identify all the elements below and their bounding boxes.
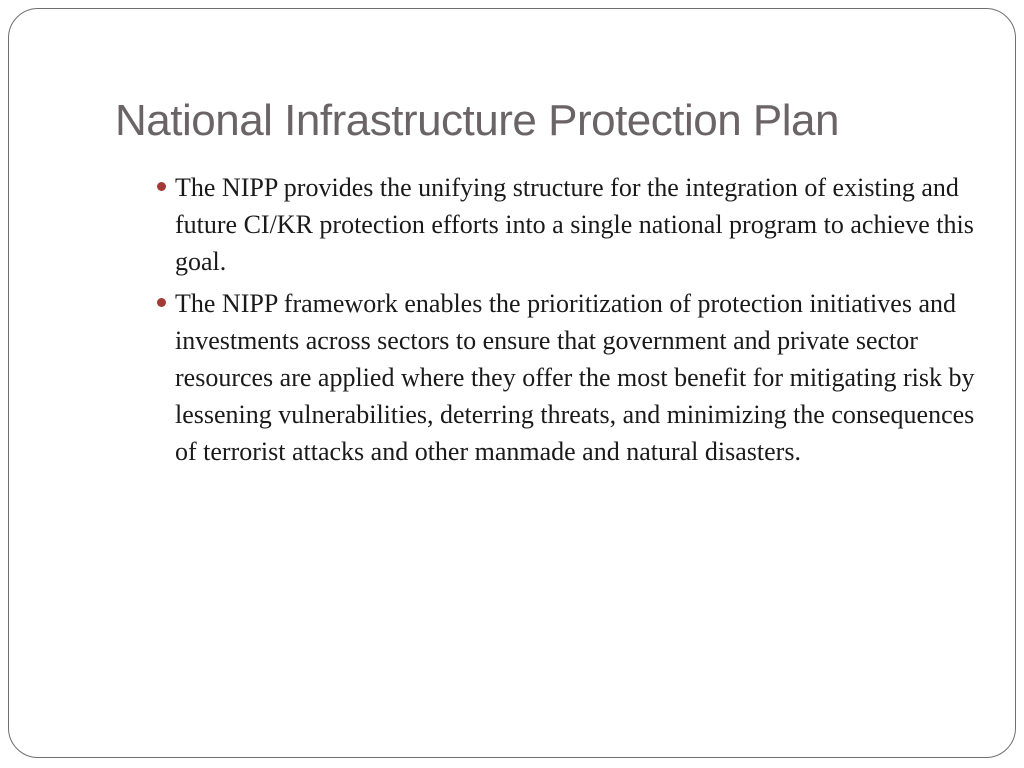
bullet-item <box>155 285 975 470</box>
bullet-item <box>155 169 975 280</box>
bullet-text: The NIPP framework enables the prioritization of protection initiatives and investments across sectors to ensure that government and private sector resources are applied where they offer the most benefit for mitigating risk by lessening vulnerabilities, deterring threats, and minimizing the consequences of terrorist attacks and other manmade and natural disasters. <box>175 289 975 466</box>
bullet-dot-icon <box>157 182 166 191</box>
bullet-text: The NIPP provides the unifying structure for the integration of existing and future CI/KR protection efforts into a single national program to achieve this goal. <box>175 173 974 276</box>
bullet-list <box>155 169 975 475</box>
slide-frame <box>8 8 1016 758</box>
bullet-dot-icon <box>157 298 166 307</box>
slide-title: National Infrastructure Protection Plan <box>115 96 839 145</box>
